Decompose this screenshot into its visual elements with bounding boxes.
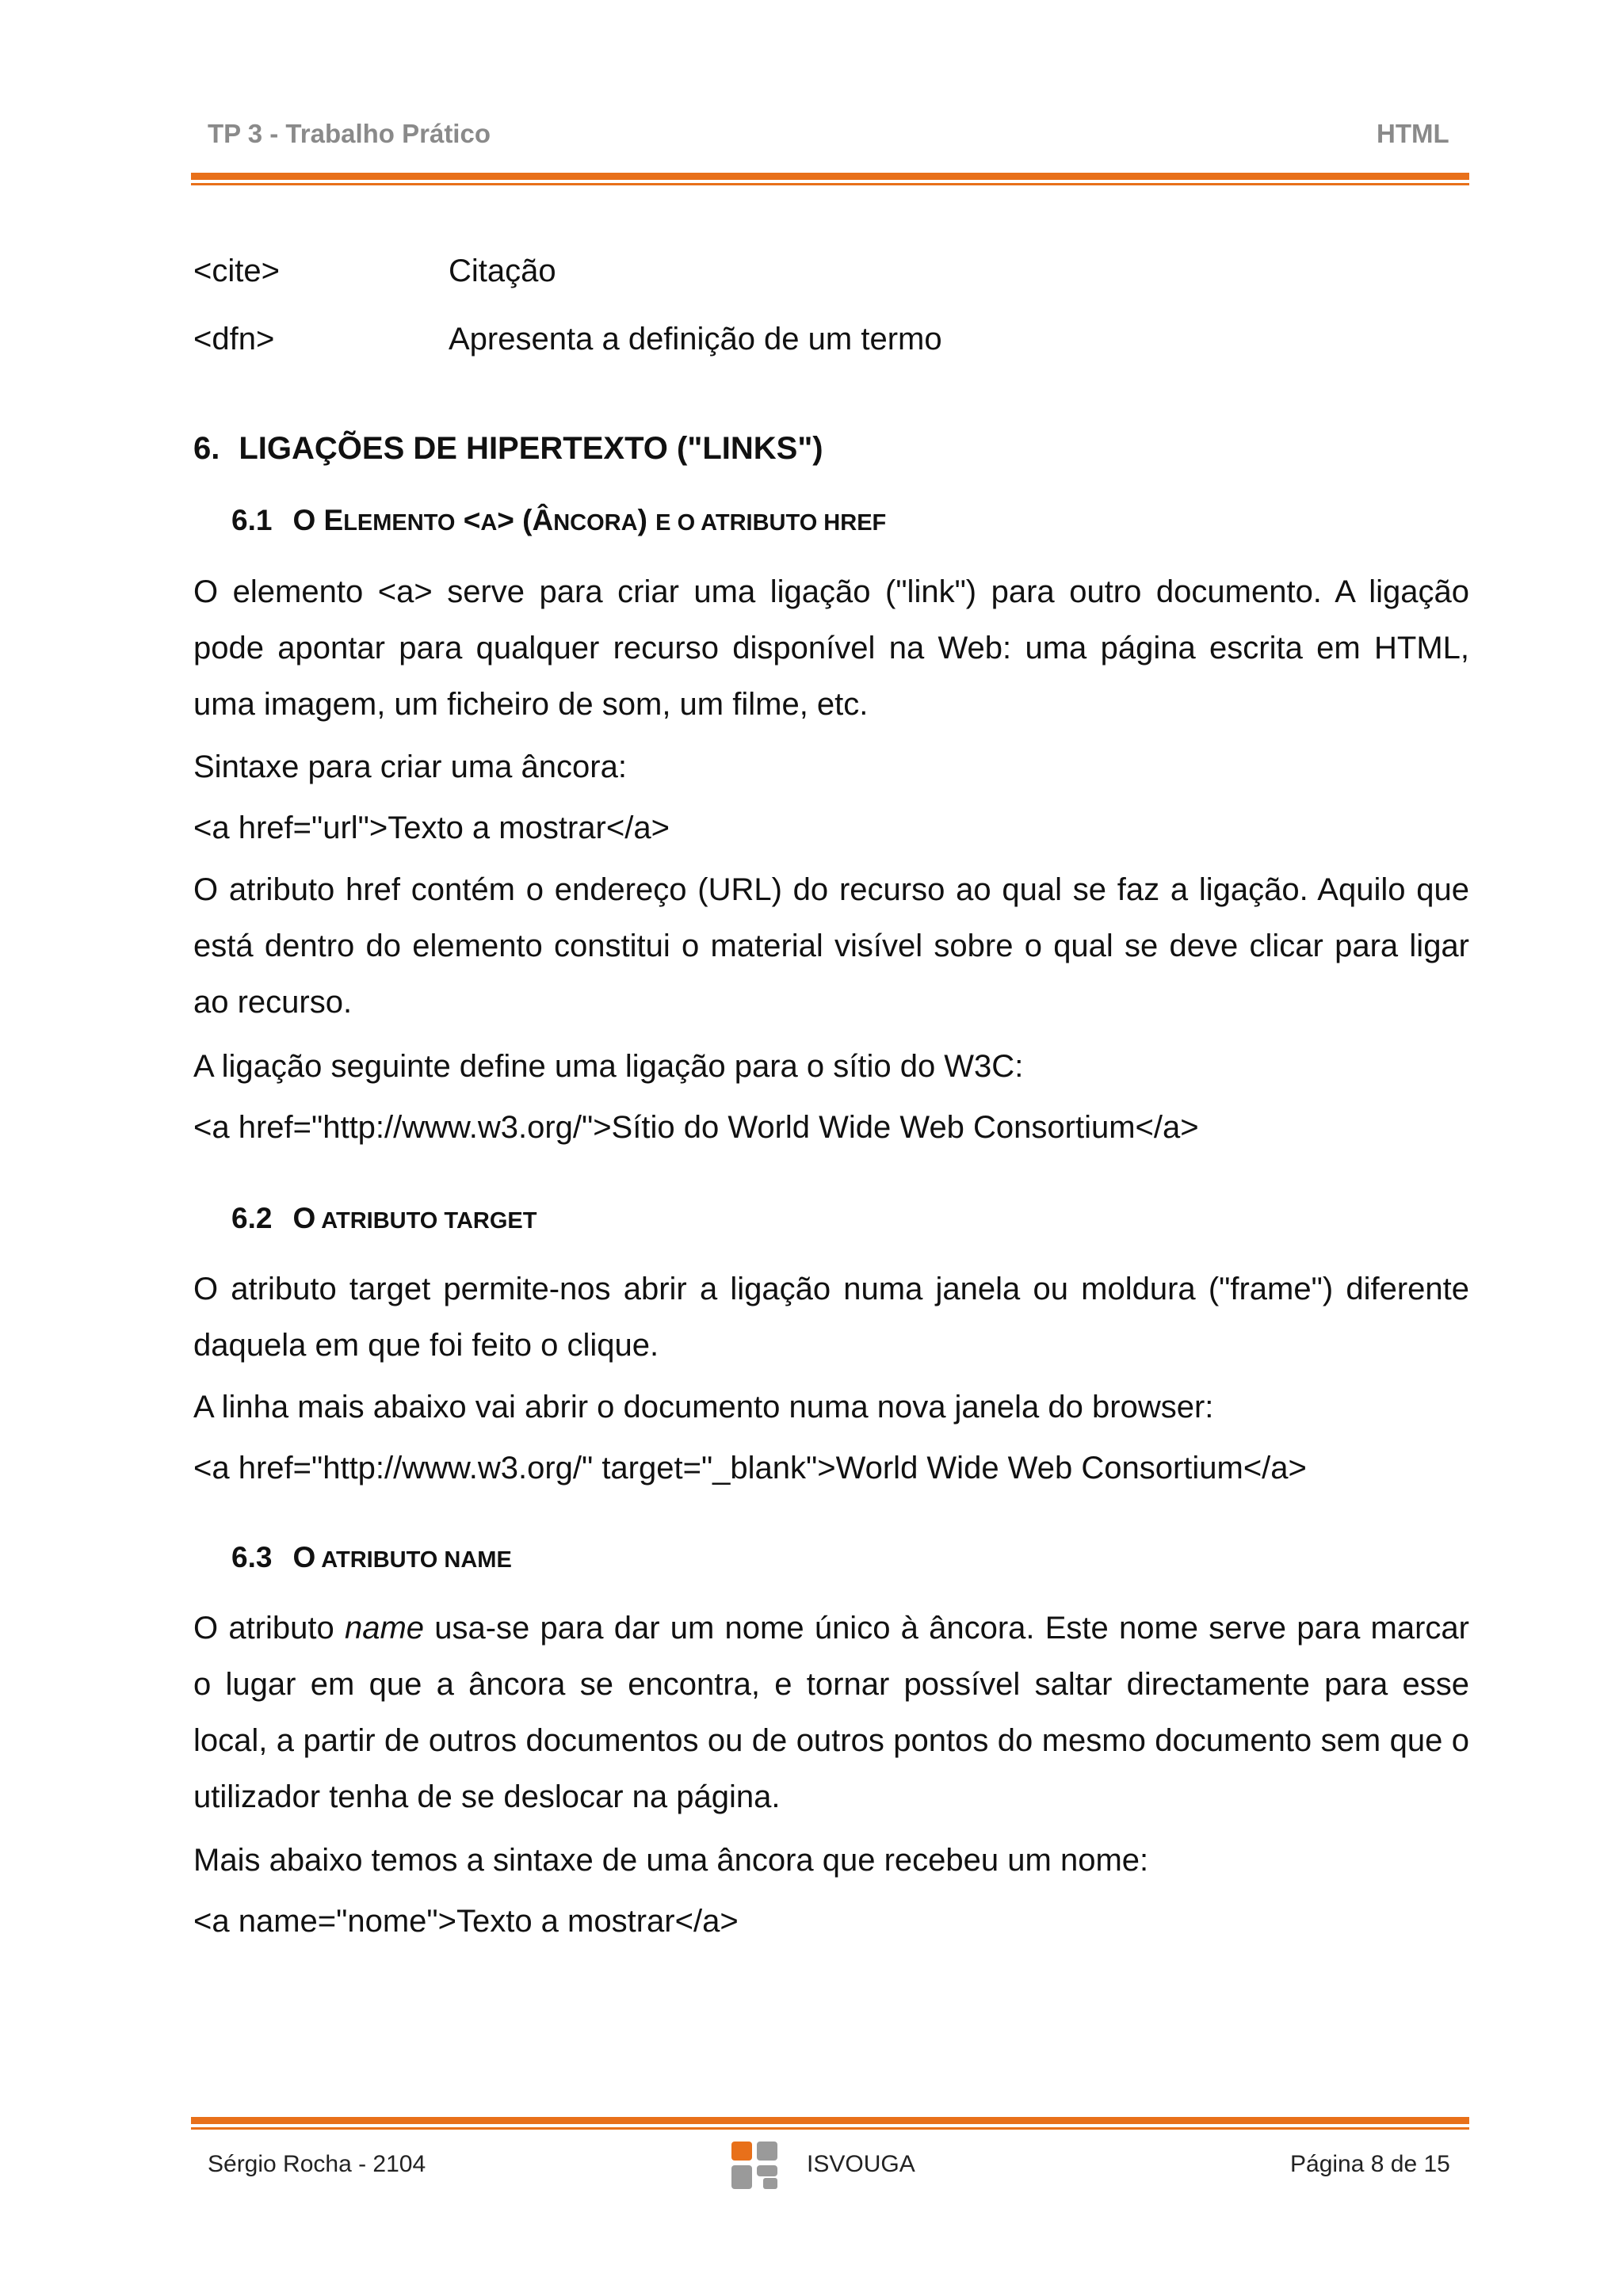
code-example: <a name="nome">Texto a mostrar</a> [193, 1904, 739, 1939]
text-line: A linha mais abaixo vai abrir o documento numa nova janela do browser: [193, 1390, 1214, 1425]
subsection-number: 6.3 [231, 1541, 273, 1573]
definition-term: <cite> [193, 254, 280, 288]
section-heading [193, 431, 823, 467]
text-line: Sintaxe para criar uma âncora: [193, 749, 627, 784]
code-example: <a href="url">Texto a mostrar</a> [193, 810, 670, 845]
paragraph: O atributo href contém o endereço (URL) do recurso ao qual se faz a ligação. Aquilo que está dentro do elemento constitui o material visível sobre o qual se deve clicar para ligar ao recurso. [193, 872, 1469, 1020]
subsection-heading [231, 1541, 512, 1574]
paragraph [193, 1600, 1469, 1825]
paragraph-text: usa-se para dar um nome único à âncora. Este nome serve para marcar o lugar em que a âncora se encontra, e tornar possível saltar directamente para esse local, a partir de outros documentos ou de outros pontos do mesmo documento sem que o utilizador tenha de se deslocar na página. [193, 1611, 1469, 1814]
footer-institution: ISVOUGA [807, 2151, 915, 2177]
header-left-text: TP 3 - Trabalho Prático [208, 119, 491, 148]
footer-page-number: Página 8 de 15 [1290, 2151, 1450, 2177]
header-rule-thin [191, 183, 1469, 185]
emphasized-term: name [344, 1611, 425, 1646]
paragraph: O atributo target permite-nos abrir a ligação numa janela ou moldura ("frame") diferente daquela em que foi feito o clique. [193, 1272, 1469, 1363]
code-example: <a href="http://www.w3.org/">Sítio do World Wide Web Consortium</a> [193, 1110, 1199, 1145]
subsection-title-part: ATRIBUTO TARGET [315, 1208, 537, 1234]
subsection-number: 6.1 [231, 504, 273, 536]
subsection-number: 6.2 [231, 1202, 273, 1234]
code-example: <a href="http://www.w3.org/" target="_blank">World Wide Web Consortium</a> [193, 1451, 1307, 1486]
subsection-title-part: E O ATRIBUTO HREF [655, 510, 887, 536]
subsection-title-part: A [480, 510, 498, 536]
paragraph: O elemento <a> serve para criar uma ligação ("link") para outro documento. A ligação pode apontar para qualquer recurso disponível na Web: uma página escrita em HTML, uma imagem, um ficheiro de som, um filme, etc. [193, 574, 1469, 722]
footer-rule-thin [191, 2127, 1469, 2130]
subsection-title-part: O [292, 1541, 316, 1573]
header-right-text: HTML [1377, 119, 1449, 148]
footer-rule-thick [191, 2117, 1469, 2124]
subsection-title-part: LEMENTO [343, 510, 456, 536]
definition-term: <dfn> [193, 322, 275, 357]
text-line: A ligação seguinte define uma ligação para o sítio do W3C: [193, 1049, 1024, 1084]
section-number: 6. [193, 431, 220, 466]
footer-author: Sérgio Rocha - 2104 [208, 2151, 426, 2177]
isvouga-logo-icon [731, 2141, 778, 2190]
subsection-heading [231, 504, 886, 537]
subsection-heading [231, 1202, 537, 1235]
subsection-title-part: NCORA [553, 510, 638, 536]
definition-description: Apresenta a definição de um termo [449, 322, 942, 357]
header-rule-thick [191, 173, 1469, 180]
subsection-title-part: > (Â [497, 504, 554, 536]
isvouga-logo-icon [731, 2141, 778, 2190]
subsection-title-part: ) [637, 504, 656, 536]
text-line: Mais abaixo temos a sintaxe de uma âncora que recebeu um nome: [193, 1843, 1149, 1878]
subsection-title-part: O [292, 1202, 316, 1234]
subsection-title-part: ATRIBUTO NAME [315, 1547, 512, 1573]
definition-description: Citação [449, 254, 556, 288]
section-title: LIGAÇÕES DE HIPERTEXTO ("LINKS") [239, 431, 823, 466]
subsection-title-part: O E [292, 504, 344, 536]
paragraph-text: O atributo [193, 1611, 345, 1646]
subsection-title-part: < [455, 504, 481, 536]
